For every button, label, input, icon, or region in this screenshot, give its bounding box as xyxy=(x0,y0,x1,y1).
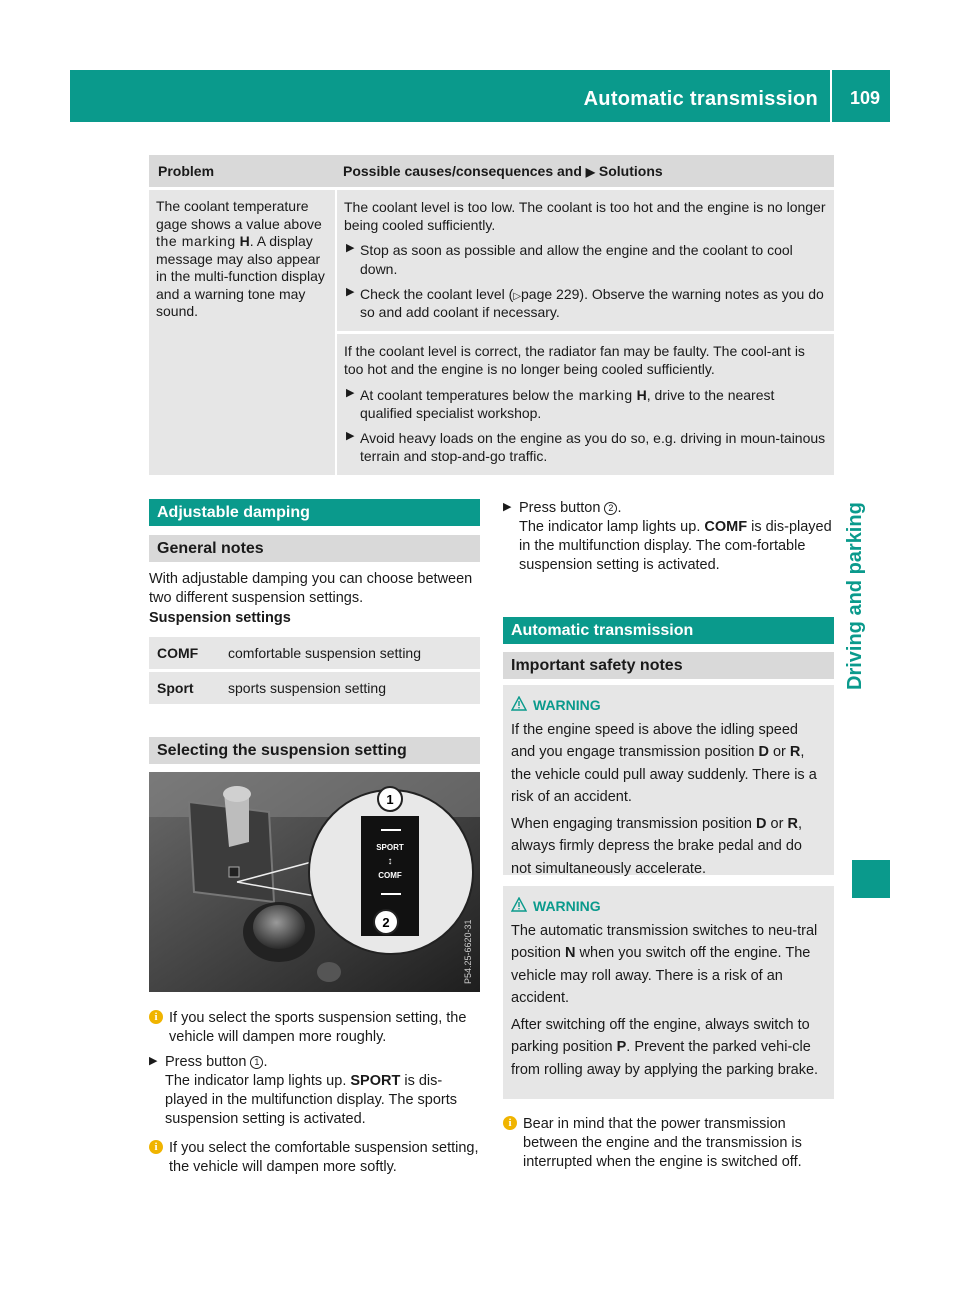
settings-label: Suspension settings xyxy=(149,610,291,626)
warning-triangle-icon xyxy=(511,696,527,711)
subsection-safety-notes: Important safety notes xyxy=(503,652,834,679)
subsection-general-notes: General notes xyxy=(149,535,480,562)
photo-label-comf: COMF xyxy=(378,871,402,880)
side-tab xyxy=(842,490,882,690)
step: ▶ At coolant temperatures below the marking H, drive to the nearest qualified specialist workshop. xyxy=(346,386,775,421)
section-adjustable-damping: Adjustable damping xyxy=(149,499,480,526)
solutions-column xyxy=(337,190,834,475)
warning-text: The automatic transmission switches to neu-tral position N when you switch off the engine. The vehicle may roll away. There is a risk of an accident. xyxy=(511,922,818,1007)
cause-cell-2: If the coolant level is correct, the radiator fan may be faulty. The cool-ant is too hot and the engine is no longer being cooled sufficiently. ▶ At coolant temperatures below the marking H, drive to the nearest qualified specialist workshop. ▶ Avoid heavy loads on the engine as you do so, e.g. driving in moun-tainous terrain and stop-and-go traffic. xyxy=(337,334,834,475)
col-problem-header: Problem xyxy=(158,162,215,179)
page-number: 109 xyxy=(849,88,880,108)
step: ▶ Check the coolant level (▷page 229). Observe the warning notes as you do so and add coolant if necessary. xyxy=(346,285,824,320)
table-header xyxy=(149,155,834,187)
info-note: i If you select the comfortable suspension setting, the vehicle will dampen more softly. xyxy=(149,1139,480,1177)
info-icon: i xyxy=(149,1010,163,1024)
warning-box xyxy=(503,685,834,875)
arrow-icon: ▶ xyxy=(346,242,355,255)
info-note: i Bear in mind that the power transmission between the engine and the transmission is interrupted when the engine is switched off. xyxy=(503,1115,834,1172)
info-note: i If you select the sports suspension setting, the vehicle will dampen more roughly. xyxy=(149,1009,480,1047)
page-header xyxy=(70,70,890,122)
button-1-callout: 1 xyxy=(250,1056,263,1069)
arrow-icon: ▶ xyxy=(346,429,355,442)
step: ▶ Press button 1 . The indicator lamp lights up. SPORT is dis-played in the multifunction display. The sports suspension setting is activated. xyxy=(149,1054,458,1127)
side-tab-label: Driving and parking xyxy=(844,502,866,690)
page-ref-icon: ▷ xyxy=(513,290,522,302)
arrow-icon: ▶ xyxy=(346,285,355,298)
settings-table xyxy=(149,637,480,704)
step: ▶ Stop as soon as possible and allow the engine and the coolant to cool down. xyxy=(346,242,793,277)
arrow-icon: ▶ xyxy=(346,386,355,399)
warning-text: After switching off the engine, always switch to parking position P. Prevent the parked vehi-cle from rolling away by applying the parking brake. xyxy=(511,1016,819,1078)
warning-text: When engaging transmission position D or R, always firmly depress the brake pedal and do not simultaneously accelerate. xyxy=(511,815,802,877)
table-row: COMF comfortable suspension setting xyxy=(149,637,480,669)
info-icon: i xyxy=(503,1116,517,1130)
intro-text: With adjustable damping you can choose between two different suspension settings. xyxy=(149,571,473,606)
table-row xyxy=(149,190,834,475)
header-title: Automatic transmission xyxy=(583,88,818,110)
svg-text:↕: ↕ xyxy=(387,856,393,867)
warning-text: If the engine speed is above the idling speed and you engage transmission position D or R, the vehicle could pull away suddenly. There is a risk of an accident. xyxy=(511,721,817,806)
photo-callout-1: 1 xyxy=(386,792,394,807)
warning-title: WARNING xyxy=(511,896,826,918)
photo-label-sport: SPORT xyxy=(376,843,404,852)
table-row: Sport sports suspension setting xyxy=(149,672,480,704)
photo-code: P54.25-6620-31 xyxy=(463,919,473,984)
problem-table xyxy=(149,155,834,475)
arrow-icon: ▶ xyxy=(503,501,512,513)
side-tab-marker xyxy=(852,860,890,898)
step: ▶ Press button 2 . The indicator lamp lights up. COMF is dis-played in the multifunction display. The com-fortable suspension setting is activated. xyxy=(503,500,832,573)
warning-title: WARNING xyxy=(511,695,826,717)
info-icon: i xyxy=(149,1140,163,1154)
gear-selector-photo xyxy=(149,772,480,992)
step: ▶ Avoid heavy loads on the engine as you do so, e.g. driving in moun-tainous terrain and stop-and-go traffic. xyxy=(346,429,826,465)
warning-triangle-icon xyxy=(511,897,527,912)
arrow-icon: ▶ xyxy=(149,1055,158,1067)
page-reference[interactable]: page 229 xyxy=(521,285,580,302)
button-2-callout: 2 xyxy=(604,502,617,515)
subsection-selecting-suspension: Selecting the suspension setting xyxy=(149,737,480,764)
warning-box xyxy=(503,886,834,1099)
arrow-icon: ▶ xyxy=(585,164,596,179)
photo-callout-2: 2 xyxy=(382,915,390,930)
section-automatic-transmission: Automatic transmission xyxy=(503,617,834,644)
col-solutions-header: Possible causes/consequences and ▶ Solutions xyxy=(343,162,663,179)
header-divider xyxy=(830,70,832,122)
cause-cell-1: The coolant level is too low. The coolant is too hot and the engine is no longer being cooled sufficiently. ▶ Stop as soon as possible and allow the engine and the coolant to cool down. ▶ Check the coolant level (▷page 229). Observe the warning notes as you do so and add coolant if necessary. xyxy=(337,190,834,331)
problem-cell: The coolant temperature gage shows a value above the marking H. A display message may also appear in the multi-function display and a warning tone may sound. xyxy=(149,190,335,475)
